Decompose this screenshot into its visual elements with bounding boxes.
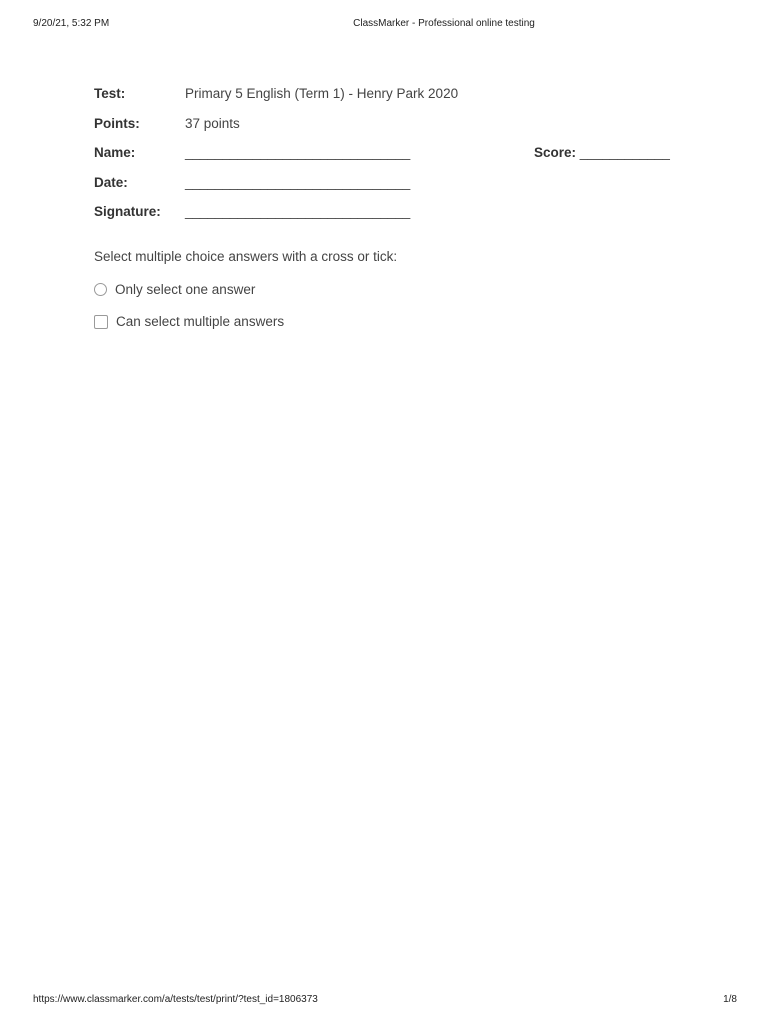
radio-legend xyxy=(94,282,255,297)
points-label: Points: xyxy=(94,115,140,131)
name-row xyxy=(94,145,694,175)
date-row xyxy=(94,175,694,205)
test-info-table xyxy=(94,86,694,234)
radio-icon xyxy=(94,283,107,296)
date-blank-line: ______________________________ xyxy=(185,174,411,190)
page-number: 1/8 xyxy=(723,994,737,1005)
signature-label: Signature: xyxy=(94,204,161,219)
name-label: Name: xyxy=(94,145,136,160)
signature-row xyxy=(94,204,694,234)
test-label: Test: xyxy=(94,86,126,101)
points-value: 37 points xyxy=(185,115,240,131)
radio-legend-label: Only select one answer xyxy=(115,282,256,297)
score-block xyxy=(534,145,670,160)
points-row xyxy=(94,116,694,146)
print-datetime: 9/20/21, 5:32 PM xyxy=(33,18,110,29)
checkbox-icon xyxy=(94,315,108,329)
answer-instructions: Select multiple choice answers with a cross or tick: xyxy=(94,249,398,264)
score-label: Score: xyxy=(534,145,577,160)
print-page-title: ClassMarker - Professional online testing xyxy=(353,18,535,29)
test-name: Primary 5 English (Term 1) - Henry Park 2020 xyxy=(185,86,459,101)
checkbox-legend-label: Can select multiple answers xyxy=(116,314,285,329)
date-label: Date: xyxy=(94,174,128,190)
checkbox-legend xyxy=(94,314,284,329)
signature-blank-line: ______________________________ xyxy=(185,204,411,219)
score-blank-line: ____________ xyxy=(579,145,670,160)
test-row xyxy=(94,86,694,116)
print-url: https://www.classmarker.com/a/tests/test/print/?test_id=1806373 xyxy=(33,994,318,1005)
name-blank-line: ______________________________ xyxy=(185,145,411,160)
